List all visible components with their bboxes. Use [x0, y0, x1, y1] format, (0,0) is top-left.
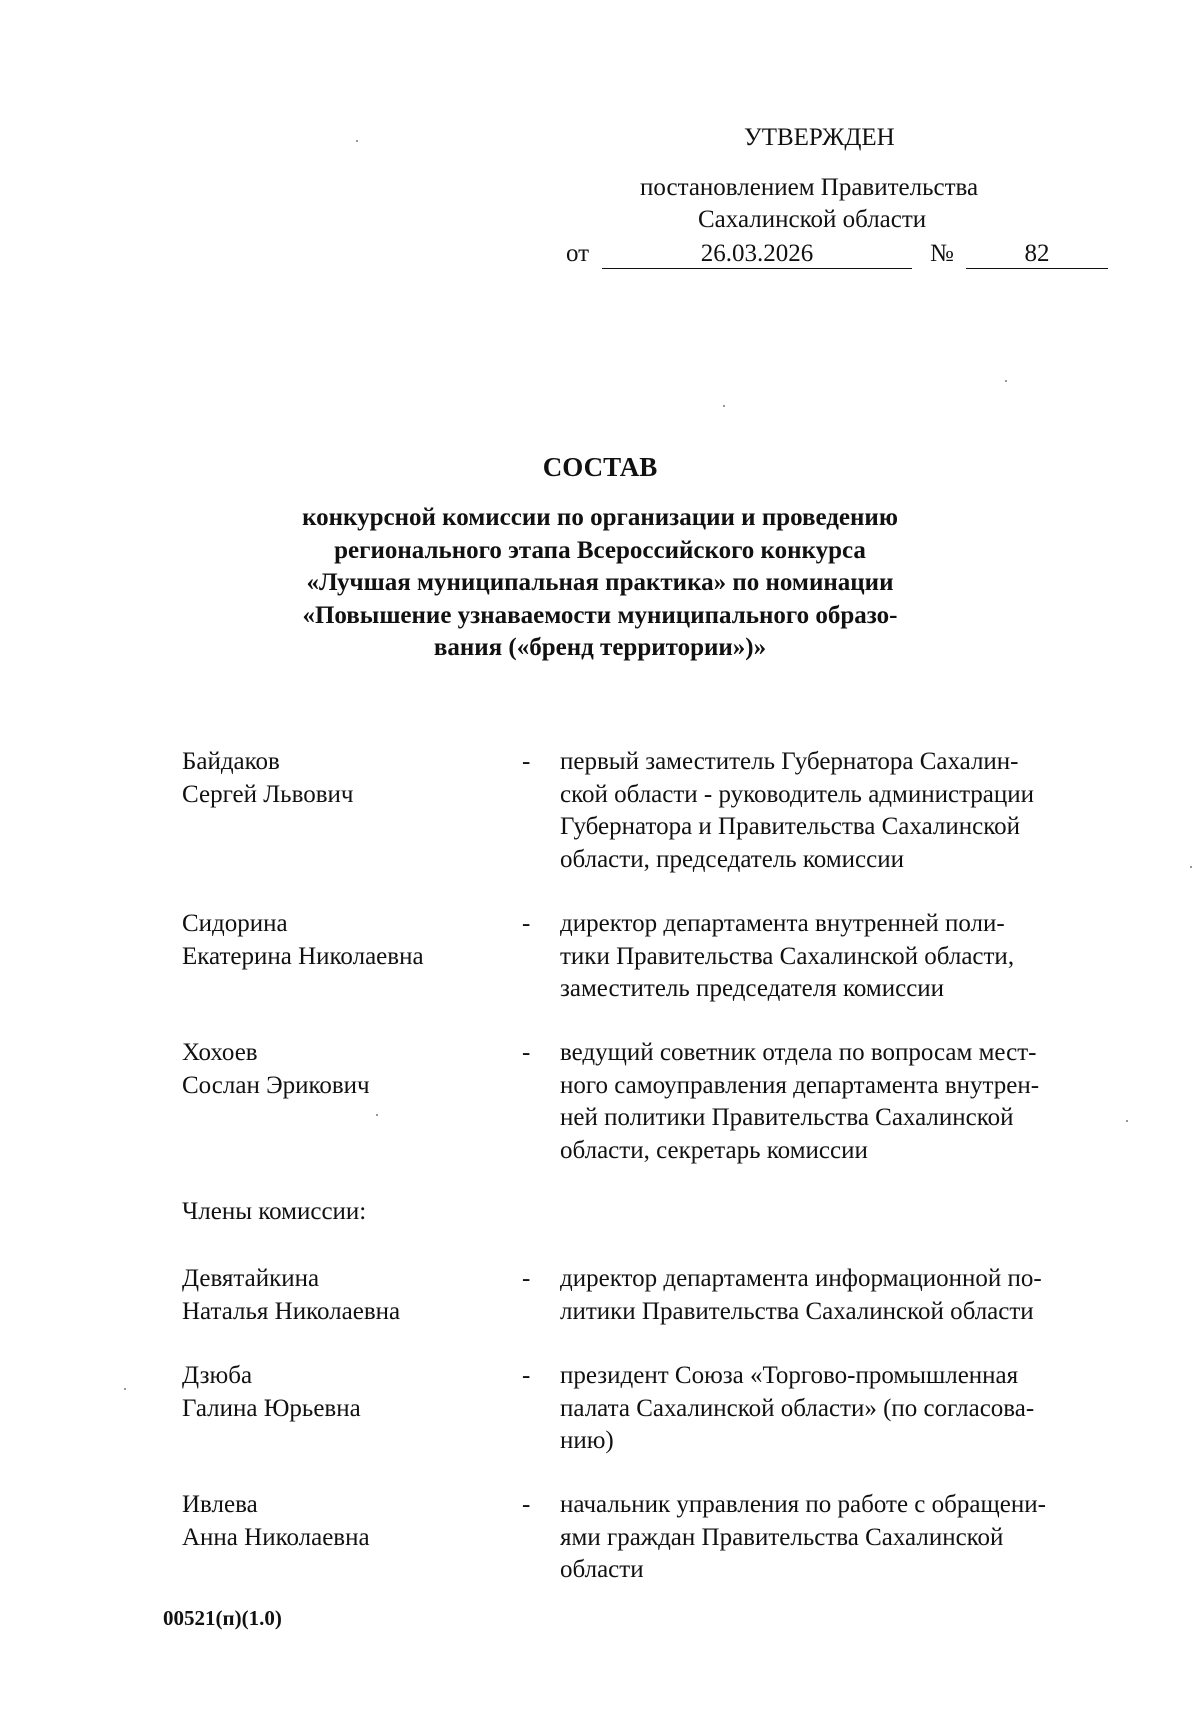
member-given-names: Наталья Николаевна [182, 1297, 401, 1325]
scan-speck [376, 1114, 378, 1116]
role-line: литики Правительства Сахалинской области [560, 1297, 1034, 1325]
member-role [560, 746, 1096, 876]
role-line: палата Сахалинской области» (по согласова- [560, 1394, 1035, 1422]
role-line: ного самоуправления департамента внутрен- [560, 1071, 1040, 1099]
member-dash: - [522, 748, 531, 775]
scan-speck [1190, 866, 1192, 868]
scan-speck [124, 1388, 126, 1390]
members-heading: Члены комиссии: [182, 1198, 367, 1225]
member-surname: Ивлева [182, 1491, 258, 1518]
role-line: заместитель председателя комиссии [560, 975, 945, 1002]
member-name [182, 1489, 370, 1554]
member-dash: - [522, 1039, 531, 1066]
member-dash: - [522, 910, 531, 937]
member-role [560, 1489, 1096, 1587]
role-line: тики Правительства Сахалинской области, [560, 942, 1015, 970]
member-name [182, 1037, 370, 1102]
member-role [560, 1037, 1096, 1167]
role-line: ями граждан Правительства Сахалинской [560, 1523, 1004, 1551]
role-line: нию) [560, 1427, 614, 1454]
scan-speck [1005, 380, 1007, 382]
role-line: Губернатора и Правительства Сахалинской [560, 813, 1020, 840]
member-given-names: Галина Юрьевна [182, 1394, 361, 1422]
number-prefix: № [930, 240, 954, 267]
member-surname: Дзюба [182, 1362, 253, 1389]
member-surname: Девятайкина [182, 1265, 320, 1292]
member-given-names: Анна Николаевна [182, 1523, 370, 1551]
approval-number: 82 [966, 240, 1108, 269]
member-given-names: Екатерина Николаевна [182, 942, 424, 970]
member-name [182, 1263, 400, 1328]
role-line: первый заместитель Губернатора Сахалин- [560, 748, 1019, 775]
date-prefix: от [566, 240, 590, 267]
scan-speck [1126, 1120, 1128, 1122]
member-dash: - [522, 1362, 531, 1389]
role-line: ней политики Правительства Сахалинской [560, 1104, 1014, 1131]
document-title: СОСТАВ [542, 452, 658, 482]
role-line: ской области - руководитель администрации [560, 780, 1035, 808]
member-role [560, 1263, 1096, 1328]
document-form-code: 00521(п)(1.0) [163, 1606, 282, 1630]
approval-authority-line1: постановлением Правительства [640, 174, 979, 201]
subtitle-line: конкурсной комиссии по организации и проведению [302, 504, 898, 531]
approval-title: УТВЕРЖДЕН [744, 124, 895, 151]
approval-date: 26.03.2026 [602, 240, 912, 269]
member-role [560, 908, 1096, 1006]
member-given-names: Сослан Эрикович [182, 1071, 370, 1099]
member-dash: - [522, 1491, 531, 1518]
member-role [560, 1360, 1096, 1458]
subtitle-line: «Лучшая муниципальная практика» по номинации [306, 569, 894, 596]
member-surname: Хохоев [182, 1039, 258, 1066]
subtitle-line: вания («бренд территории»)» [433, 634, 767, 661]
member-surname: Сидорина [182, 910, 288, 937]
role-line: области [560, 1556, 644, 1583]
role-line: области, председатель комиссии [560, 845, 904, 873]
subtitle-line: регионального этапа Всероссийского конкурса [334, 536, 866, 564]
role-line: директор департамента внутренней поли- [560, 910, 1005, 937]
member-name [182, 746, 353, 811]
approval-authority-line2: Сахалинской области [698, 206, 927, 233]
scan-speck [356, 140, 358, 142]
member-name [182, 908, 424, 973]
subtitle-line: «Повышение узнаваемости муниципального образо- [302, 601, 898, 629]
member-name [182, 1360, 361, 1425]
scan-speck [723, 405, 725, 407]
member-dash: - [522, 1265, 531, 1292]
role-line: президент Союза «Торгово-промышленная [560, 1362, 1019, 1389]
member-given-names: Сергей Львович [182, 780, 354, 808]
role-line: директор департамента информационной по- [560, 1265, 1042, 1292]
document-subtitle [240, 502, 960, 665]
role-line: начальник управления по работе с обращени- [560, 1491, 1046, 1518]
member-surname: Байдаков [182, 748, 280, 775]
role-line: ведущий советник отдела по вопросам мест- [560, 1039, 1037, 1066]
role-line: области, секретарь комиссии [560, 1136, 868, 1164]
